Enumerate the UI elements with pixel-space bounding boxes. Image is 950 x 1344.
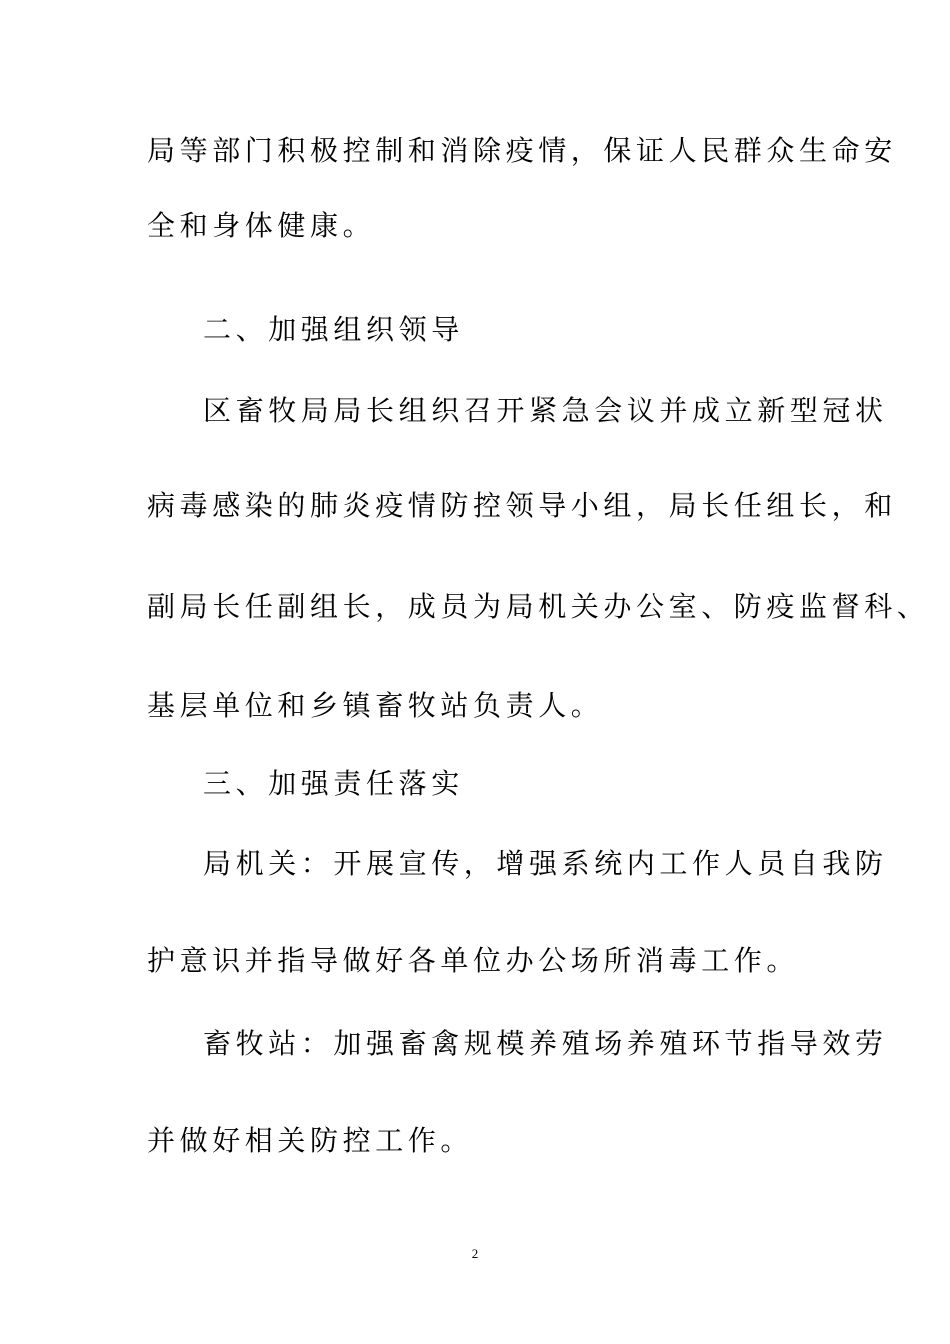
body-text-line: 区畜牧局局长组织召开紧急会议并成立新型冠状 bbox=[203, 394, 888, 427]
body-text-line: 全和身体健康。 bbox=[147, 209, 376, 242]
section-heading: 三、加强责任落实 bbox=[203, 767, 464, 800]
body-text-line: 局机关：开展宣传，增强系统内工作人员自我防 bbox=[203, 847, 888, 880]
section-heading: 二、加强组织领导 bbox=[203, 313, 464, 346]
body-text-line: 副局长任副组长，成员为局机关办公室、防疫监督科、 bbox=[147, 590, 930, 623]
body-text-line: 护意识并指导做好各单位办公场所消毒工作。 bbox=[147, 944, 800, 977]
body-text-line: 基层单位和乡镇畜牧站负责人。 bbox=[147, 689, 604, 722]
body-text-line: 畜牧站：加强畜禽规模养殖场养殖环节指导效劳 bbox=[203, 1027, 888, 1060]
body-text-line: 局等部门积极控制和消除疫情，保证人民群众生命安 bbox=[147, 134, 897, 167]
page-number: 2 bbox=[471, 1246, 479, 1261]
body-text-line: 并做好相关防控工作。 bbox=[147, 1124, 474, 1157]
body-text-line: 病毒感染的肺炎疫情防控领导小组，局长任组长，和 bbox=[147, 489, 897, 522]
